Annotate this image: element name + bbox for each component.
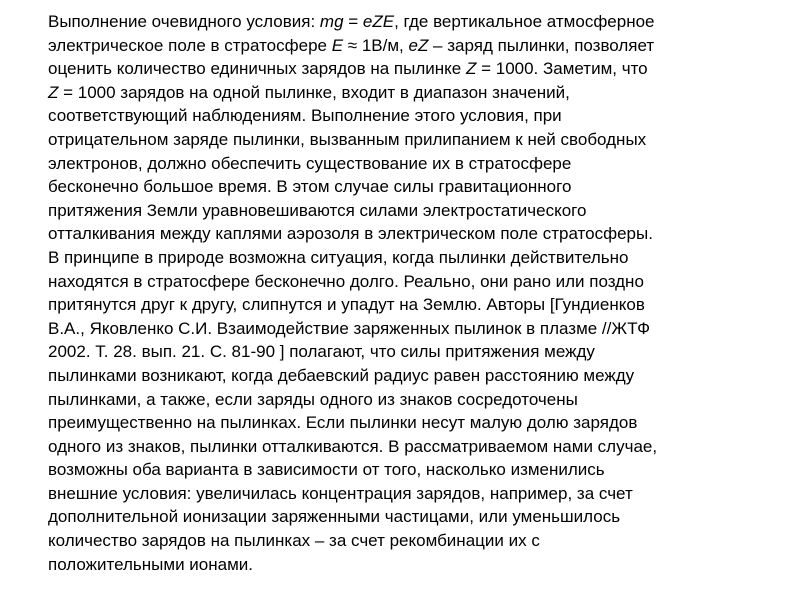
text-run: пылинками, а также, если заряды одного из знаков сосредоточены [48, 389, 578, 409]
text-run: положительными ионами. [48, 554, 254, 574]
text-line [48, 553, 778, 577]
text-line [48, 388, 778, 412]
text-run: Выполнение очевидного условия: [48, 12, 320, 31]
text-run: В.А., Яковленко С.И. Взаимодействие заряженных пылинок в плазме //ЖТФ [48, 318, 651, 338]
text-line [48, 128, 778, 152]
text-run: пылинками возникают, когда дебаевский радиус равен расстоянию между [48, 365, 635, 385]
text-run: одного из знаков, пылинки отталкиваются. В рассматриваемом нами случае, [48, 436, 658, 456]
text-run: находятся в стратосфере бесконечно долго. Реально, они рано или поздно [48, 271, 644, 291]
formula-variable: eZE [362, 12, 395, 31]
text-run: преимущественно на пылинках. Если пылинки несут малую долю зарядов [48, 413, 638, 433]
text-run: 2002. Т. 28. вып. 21. С. 81-90 ] полагают, что силы притяжения между [48, 342, 595, 362]
text-run: дополнительной ионизации заряженными частицами, или уменьшилось [48, 507, 621, 527]
text-run: отталкивания между каплями аэрозоля в электрическом поле стратосферы. [48, 224, 653, 244]
formula-variable: Z [465, 59, 477, 79]
text-run: = 1000 зарядов на одной пылинке, входит в диапазон значений, [58, 82, 570, 102]
text-run: бесконечно большое время. В этом случае силы гравитационного [48, 177, 572, 197]
text-run: – заряд пылинки, позволяет [428, 35, 655, 55]
text-line [48, 81, 778, 105]
formula-variable: mg [319, 12, 344, 31]
formula-variable: E [331, 35, 344, 55]
formula-variable: Z [48, 82, 59, 102]
text-line [48, 222, 778, 246]
text-line [48, 364, 778, 388]
text-line [48, 152, 778, 176]
text-line [48, 435, 778, 459]
text-line [48, 482, 778, 506]
text-run: оценить количество единичных зарядов на пылинке [48, 59, 466, 79]
text-line [48, 34, 778, 58]
text-line [48, 57, 778, 81]
text-line [48, 317, 778, 341]
text-line [48, 293, 778, 317]
text-run: внешние условия: увеличилась концентрация зарядов, например, за счет [48, 483, 633, 503]
text-line [48, 340, 778, 364]
text-line [48, 10, 778, 34]
text-run: электрическое поле в стратосфере [48, 35, 332, 55]
text-line [48, 458, 778, 482]
text-run: электронов, должно обеспечить существование их в стратосфере [48, 153, 572, 173]
text-run: = 1000. Заметим, что [476, 59, 648, 79]
text-run: отрицательном заряде пылинки, вызванным прилипанием к ней свободных [48, 129, 647, 149]
text-line [48, 411, 778, 435]
body-paragraph [48, 10, 778, 576]
text-line [48, 270, 778, 294]
text-line [48, 175, 778, 199]
text-run: соответствующий наблюдениям. Выполнение этого условия, при [48, 106, 562, 126]
text-run: притянутся друг к другу, слипнутся и упадут на Землю. Авторы [Гундиенков [48, 295, 645, 315]
text-line [48, 529, 778, 553]
text-run: В принципе в природе возможна ситуация, когда пылинки действительно [48, 247, 629, 267]
text-run: количество зарядов на пылинках – за счет рекомбинации их с [48, 531, 540, 551]
text-run: притяжения Земли уравновешиваются силами электростатического [48, 200, 587, 220]
text-run: возможны оба варианта в зависимости от того, насколько изменились [48, 460, 605, 480]
text-run: , где вертикальное атмосферное [394, 12, 655, 31]
text-line [48, 199, 778, 223]
text-line [48, 505, 778, 529]
formula-variable: eZ [408, 35, 429, 55]
text-line [48, 246, 778, 270]
text-run: = [343, 12, 363, 31]
text-line [48, 104, 778, 128]
text-run: ≈ 1В/м, [343, 35, 409, 55]
